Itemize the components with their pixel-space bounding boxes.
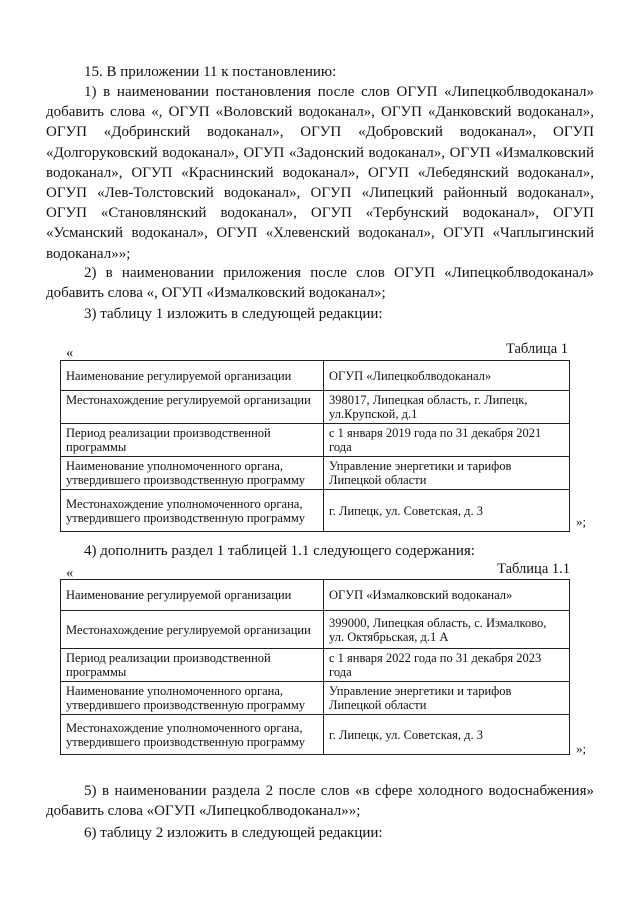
table-row — [61, 391, 570, 424]
table-cell: ОГУП «Липецкоблводоканал» — [324, 361, 570, 391]
table-cell: г. Липецк, ул. Советская, д. 3 — [324, 490, 570, 532]
table-cell: Наименование регулируемой организации — [61, 361, 324, 391]
table11-caption: Таблица 1.1 — [497, 561, 570, 577]
table-cell: 398017, Липецкая область, г. Липецк, ул.Крупской, д.1 — [324, 391, 570, 424]
table-cell: Наименование регулируемой организации — [61, 580, 324, 611]
table-cell: 399000, Липецкая область, с. Измалково, ул. Октябрьская, д.1 А — [324, 611, 570, 649]
table11-open-quote: « — [66, 565, 74, 581]
paragraph-5: 5) в наименовании раздела 2 после слов «в сфере холодного водоснабжения» добавить слова «ОГУП «Липецкоблводоканал»»; — [46, 783, 594, 820]
table-row — [61, 611, 570, 649]
paragraph-3: 3) таблицу 1 изложить в следующей редакции: — [84, 306, 383, 322]
paragraph-1: 1) в наименовании постановления после слов ОГУП «Липецкоблводоканал» добавить слова «, ОГУП «Воловский водоканал», ОГУП «Данковский водоканал», ОГУП «Добринский водоканал», ОГУП «Добровский водоканал», ОГУП «Долгоруковский водоканал», ОГУП «Задонский водоканал», ОГУП «Измалковский водоканал», ОГУП «Краснинский водоканал», ОГУП «Лебедянский водоканал», ОГУП «Лев-Толстовский водоканал», ОГУП «Липецкий районный водоканал», ОГУП «Становлянский водоканал», ОГУП «Тербунский водоканал», ОГУП «Усманский водоканал», ОГУП «Хлевенский водоканал», ОГУП «Чаплыгинский водоканал»»; — [46, 84, 594, 262]
table-cell: Управление энергетики и тарифов Липецкой области — [324, 457, 570, 490]
table-row — [61, 490, 570, 532]
table-row — [61, 649, 570, 682]
table-row — [61, 715, 570, 755]
paragraph-2: 2) в наименовании приложения после слов ОГУП «Липецкоблводоканал» добавить слова «, ОГУП «Измалковский водоканал»; — [46, 265, 594, 302]
table-1-1 — [60, 579, 570, 755]
table-cell: Управление энергетики и тарифов Липецкой области — [324, 682, 570, 715]
table-cell: с 1 января 2022 года по 31 декабря 2023 года — [324, 649, 570, 682]
table-row — [61, 424, 570, 457]
table1-open-quote: « — [66, 345, 74, 361]
paragraph-6: 6) таблицу 2 изложить в следующей редакции: — [84, 825, 383, 841]
table-cell: с 1 января 2019 года по 31 декабря 2021 года — [324, 424, 570, 457]
table-cell: ОГУП «Измалковский водоканал» — [324, 580, 570, 611]
table-cell: Местонахождение регулируемой организации — [61, 611, 324, 649]
paragraph-15: 15. В приложении 11 к постановлению: — [84, 64, 337, 80]
table-cell: Наименование уполномоченного органа, утвердившего производственную программу — [61, 457, 324, 490]
table-row — [61, 361, 570, 391]
table-cell: Местонахождение регулируемой организации — [61, 391, 324, 424]
table-row — [61, 682, 570, 715]
table-cell: Местонахождение уполномоченного органа, утвердившего производственную программу — [61, 715, 324, 755]
table-cell: Период реализации производственной программы — [61, 424, 324, 457]
table-1 — [60, 360, 570, 532]
table-cell: Период реализации производственной программы — [61, 649, 324, 682]
table-cell: г. Липецк, ул. Советская, д. 3 — [324, 715, 570, 755]
table1-caption: Таблица 1 — [505, 341, 568, 357]
table-cell: Наименование уполномоченного органа, утвердившего производственную программу — [61, 682, 324, 715]
paragraph-4: 4) дополнить раздел 1 таблицей 1.1 следующего содержания: — [84, 543, 475, 559]
table-row — [61, 457, 570, 490]
table-cell: Местонахождение уполномоченного органа, утвердившего производственную программу — [61, 490, 324, 532]
table1-close-quote: »; — [576, 514, 587, 529]
table11-close-quote: »; — [576, 741, 587, 756]
table-row — [61, 580, 570, 611]
